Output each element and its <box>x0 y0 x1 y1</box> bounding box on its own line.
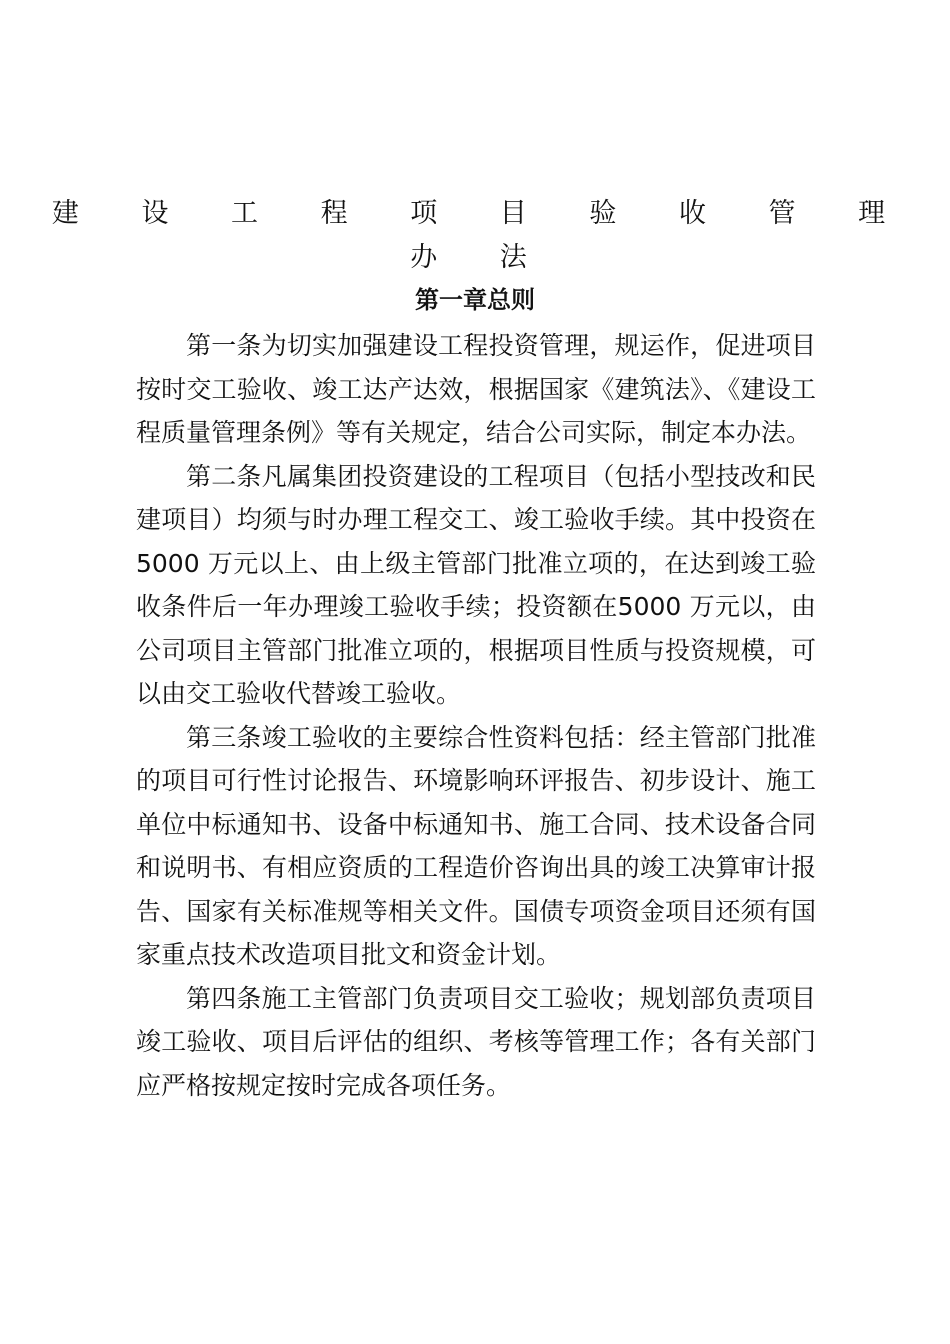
document-title: 建 设 工 程 项 目 验 收 管 理 办 法 <box>51 198 913 273</box>
document-body <box>136 324 816 1107</box>
chapter-heading: 第一章总则 <box>415 286 535 314</box>
article-3: 第三条竣工验收的主要综合性资料包括：经主管部门批准的项目可行性讨论报告、环境影响环评报告、初步设计、施工单位中标通知书、设备中标通知书、施工合同、技术设备合同和说明书、有相应资质的工程造价咨询出具的竣工决算审计报告、国家有关标准规等相关文件。国债专项资金项目还须有国家重点技术改造项目批文和资金计划。 <box>136 722 816 969</box>
article-1: 第一条为切实加强建设工程投资管理，规运作，促进项目按时交工验收、竣工达产达效，根据国家《建筑法》、《建设工程质量管理条例》等有关规定，结合公司实际，制定本办法。 <box>136 331 816 447</box>
article-2: 第二条凡属集团投资建设的工程项目（包括小型技改和民建项目）均须与时办理工程交工、竣工验收手续。其中投资在5000 万元以上、由上级主管部门批准立项的，在达到竣工验收条件后一年办理竣工验收手续；投资额在5000 万元以，由公司项目主管部门批准立项的，根据项目性质与投资规模，可以由交工验收代替竣工验收。 <box>136 461 816 708</box>
article-4: 第四条施工主管部门负责项目交工验收；规划部负责项目竣工验收、项目后评估的组织、考核等管理工作；各有关部门应严格按规定按时完成各项任务。 <box>136 983 816 1100</box>
